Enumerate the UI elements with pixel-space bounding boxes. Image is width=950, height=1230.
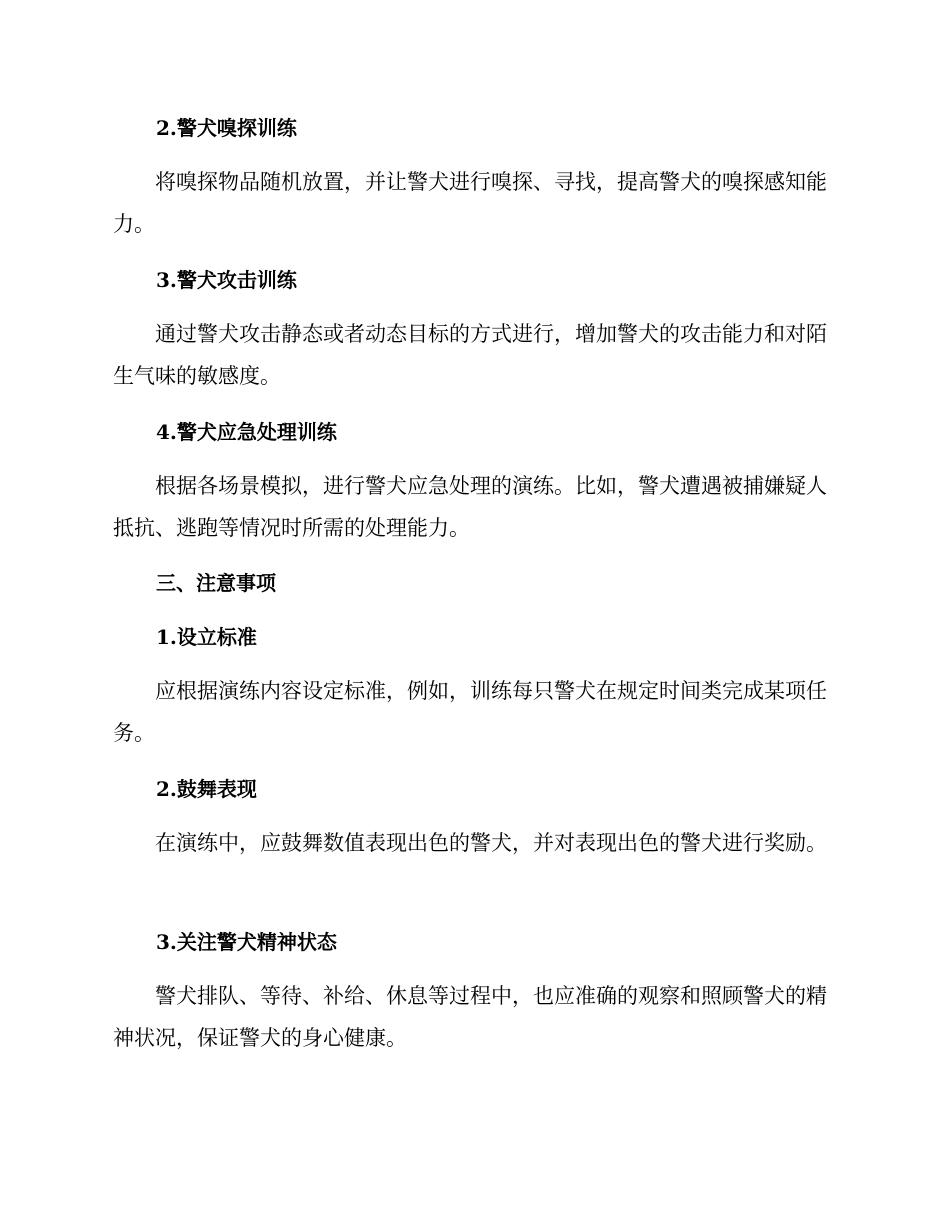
part-title-precautions: 三、注意事项: [156, 571, 276, 595]
item-body-encourage: 在演练中，应鼓舞数值表现出色的警犬，并对表现出色的警犬进行奖励。: [155, 831, 827, 855]
section-heading-attack: 3.警犬攻击训练: [156, 268, 297, 292]
item-body-mental-state: 警犬排队、等待、补给、休息等过程中，也应准确的观察和照顾警犬的精神状况，保证警犬的身心健康。: [113, 984, 827, 1050]
section-body-emergency: 根据各场景模拟，进行警犬应急处理的演练。比如，警犬遭遇被捕嫌疑人抵抗、逃跑等情况时所需的处理能力。: [113, 474, 827, 540]
item-heading-set-standards: 1.设立标准: [156, 625, 257, 649]
item-heading-encourage: 2.鼓舞表现: [156, 777, 257, 801]
item-body-set-standards: 应根据演练内容设定标准，例如，训练每只警犬在规定时间类完成某项任务。: [113, 679, 827, 745]
item-heading-mental-state: 3.关注警犬精神状态: [156, 930, 337, 954]
section-body-sniffing: 将嗅探物品随机放置，并让警犬进行嗅探、寻找，提高警犬的嗅探感知能力。: [113, 170, 827, 236]
section-heading-sniffing: 2.警犬嗅探训练: [156, 116, 297, 140]
section-body-attack: 通过警犬攻击静态或者动态目标的方式进行，增加警犬的攻击能力和对陌生气味的敏感度。: [113, 322, 827, 388]
section-heading-emergency: 4.警犬应急处理训练: [156, 420, 337, 444]
